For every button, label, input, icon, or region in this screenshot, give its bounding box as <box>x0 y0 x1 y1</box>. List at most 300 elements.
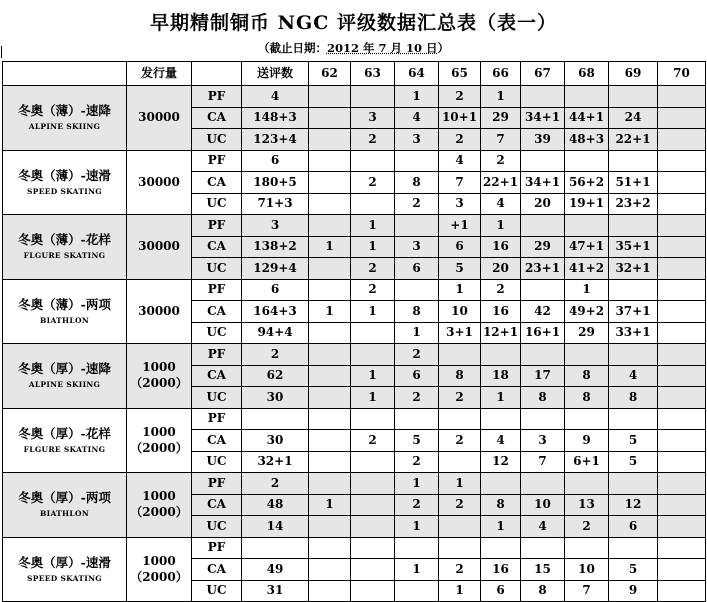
grade-count-cell <box>658 365 706 387</box>
grade-count-cell: 1 <box>395 473 439 495</box>
grade-count-cell: 2 <box>395 193 439 215</box>
grade-count-cell: 6 <box>481 580 521 602</box>
corner-mark <box>1 46 2 58</box>
grade-count-cell <box>309 107 351 129</box>
submitted-count-cell: 180+5 <box>242 172 309 194</box>
grade-count-cell <box>565 86 609 108</box>
grade-count-cell <box>609 408 658 430</box>
grade-label: CA <box>192 236 242 258</box>
grade-count-cell: 47+1 <box>565 236 609 258</box>
grade-count-cell <box>351 580 395 602</box>
grade-count-cell: 13 <box>565 494 609 516</box>
mintage-value: 30000 <box>138 239 180 254</box>
header-cell <box>3 62 127 86</box>
grade-count-cell: 3 <box>439 193 481 215</box>
grade-count-cell: 2 <box>565 516 609 538</box>
grade-count-cell: 8 <box>609 387 658 409</box>
grade-count-cell: 5 <box>609 430 658 452</box>
grade-count-cell <box>658 451 706 473</box>
grade-label: CA <box>192 172 242 194</box>
coin-name-zh: 冬奥（厚）-速滑 <box>18 554 111 570</box>
grade-count-cell: 6 <box>395 258 439 280</box>
grade-count-cell: 3+1 <box>439 322 481 344</box>
grade-count-cell: 20 <box>521 193 565 215</box>
grade-count-cell: 32+1 <box>609 258 658 280</box>
grade-count-cell: 35+1 <box>609 236 658 258</box>
grade-count-cell: 6 <box>609 516 658 538</box>
table-row <box>3 279 706 301</box>
grade-count-cell <box>565 537 609 559</box>
grade-count-cell: 1 <box>309 301 351 323</box>
coin-name-en: ALPINE SKIING <box>28 380 101 389</box>
grade-count-cell: 29 <box>481 107 521 129</box>
coin-name-en: FLGURE SKATING <box>23 251 106 260</box>
grade-count-cell <box>351 451 395 473</box>
submitted-count-cell <box>242 537 309 559</box>
grade-count-cell: 6 <box>439 236 481 258</box>
coin-name-cell <box>3 537 127 602</box>
grade-count-cell: 2 <box>351 129 395 151</box>
grade-count-cell: 2 <box>395 344 439 366</box>
grade-count-cell: 23+1 <box>521 258 565 280</box>
header-cell: 送评数 <box>242 62 309 86</box>
grade-count-cell: 34+1 <box>521 107 565 129</box>
grade-count-cell: 8 <box>439 365 481 387</box>
grade-count-cell <box>521 215 565 237</box>
cutoff-date-suffix: ） <box>437 41 450 55</box>
coin-name-zh: 冬奥（薄）-速滑 <box>18 167 111 183</box>
mintage-cell <box>127 473 192 538</box>
table-row <box>3 86 706 108</box>
grade-count-cell <box>481 344 521 366</box>
grade-count-cell <box>658 516 706 538</box>
grading-table <box>2 61 706 602</box>
grade-count-cell <box>658 279 706 301</box>
coin-name-en: FLGURE SKATING <box>23 444 106 454</box>
grade-count-cell: +1 <box>439 215 481 237</box>
coin-name-zh: 冬奥（薄）-两项 <box>18 296 111 312</box>
grade-count-cell: 10 <box>565 559 609 581</box>
grade-count-cell: 1 <box>395 516 439 538</box>
grade-count-cell <box>309 537 351 559</box>
submitted-count-cell: 30 <box>242 387 309 409</box>
header-cell <box>192 62 242 86</box>
grade-count-cell <box>351 494 395 516</box>
grade-label: PF <box>192 537 242 559</box>
header-cell: 69 <box>609 62 658 86</box>
header-cell: 发行量 <box>127 62 192 86</box>
table-row <box>3 537 706 559</box>
grade-count-cell <box>351 408 395 430</box>
grade-count-cell: 16 <box>481 236 521 258</box>
grade-count-cell <box>309 129 351 151</box>
cutoff-date-line <box>0 40 707 56</box>
grade-count-cell <box>609 86 658 108</box>
coin-name-cell <box>3 86 127 151</box>
grade-count-cell <box>565 150 609 172</box>
submitted-count-cell: 138+2 <box>242 236 309 258</box>
grade-count-cell: 2 <box>481 150 521 172</box>
grade-count-cell <box>658 150 706 172</box>
grade-count-cell: 10+1 <box>439 107 481 129</box>
grade-count-cell: 12+1 <box>481 322 521 344</box>
mintage-value: 1000 <box>142 424 176 439</box>
grade-count-cell: 7 <box>521 451 565 473</box>
grade-count-cell: 2 <box>351 172 395 194</box>
submitted-count-cell: 148+3 <box>242 107 309 129</box>
mintage-cell <box>127 215 192 280</box>
grade-count-cell: 37+1 <box>609 301 658 323</box>
grade-count-cell <box>309 172 351 194</box>
grade-label: CA <box>192 107 242 129</box>
grade-count-cell <box>521 537 565 559</box>
cutoff-date: 2012 年 7 月 10 日 <box>326 41 438 55</box>
grade-count-cell: 1 <box>351 387 395 409</box>
coin-name-cell <box>3 215 127 280</box>
grade-count-cell <box>658 129 706 151</box>
coin-name-cell <box>3 473 127 538</box>
submitted-count-cell: 30 <box>242 430 309 452</box>
grade-count-cell <box>439 408 481 430</box>
grade-count-cell <box>439 537 481 559</box>
submitted-count-cell: 2 <box>242 344 309 366</box>
grade-label: CA <box>192 559 242 581</box>
grade-count-cell <box>658 537 706 559</box>
submitted-count-cell: 14 <box>242 516 309 538</box>
grade-count-cell: 34+1 <box>521 172 565 194</box>
submitted-count-cell: 2 <box>242 473 309 495</box>
grade-count-cell <box>521 473 565 495</box>
coin-name-zh: 冬奥（厚）-两项 <box>18 490 111 506</box>
grade-count-cell: 23+2 <box>609 193 658 215</box>
coin-name-en: ALPINE SKIING <box>28 122 101 131</box>
mintage-value: 30000 <box>138 303 180 318</box>
grade-count-cell: 41+2 <box>565 258 609 280</box>
mintage-sub-value: （2000） <box>130 440 188 455</box>
grade-count-cell: 1 <box>481 387 521 409</box>
submitted-count-cell: 94+4 <box>242 322 309 344</box>
grade-count-cell: 2 <box>395 451 439 473</box>
grade-count-cell: 2 <box>395 494 439 516</box>
header-cell: 66 <box>481 62 521 86</box>
mintage-value: 30000 <box>138 110 180 125</box>
grade-count-cell <box>658 408 706 430</box>
grade-count-cell <box>658 559 706 581</box>
submitted-count-cell: 129+4 <box>242 258 309 280</box>
grade-count-cell <box>395 215 439 237</box>
grade-count-cell: 10 <box>439 301 481 323</box>
grade-label: UC <box>192 451 242 473</box>
mintage-cell <box>127 408 192 473</box>
grade-count-cell: 1 <box>395 86 439 108</box>
grade-label: UC <box>192 322 242 344</box>
grade-count-cell <box>609 150 658 172</box>
grade-count-cell <box>658 258 706 280</box>
grade-count-cell: 33+1 <box>609 322 658 344</box>
mintage-sub-value: （2000） <box>130 505 188 520</box>
grade-count-cell: 3 <box>395 236 439 258</box>
grade-count-cell <box>309 451 351 473</box>
grade-count-cell <box>351 193 395 215</box>
grade-count-cell <box>309 408 351 430</box>
grade-count-cell <box>309 365 351 387</box>
submitted-count-cell: 49 <box>242 559 309 581</box>
grade-count-cell: 17 <box>521 365 565 387</box>
grade-label: UC <box>192 387 242 409</box>
grade-count-cell: 1 <box>481 86 521 108</box>
grade-count-cell: 1 <box>439 473 481 495</box>
grade-count-cell: 5 <box>439 258 481 280</box>
grade-count-cell: 29 <box>521 236 565 258</box>
grade-count-cell: 7 <box>565 580 609 602</box>
grade-label: UC <box>192 129 242 151</box>
grade-count-cell: 4 <box>609 365 658 387</box>
grade-count-cell: 2 <box>351 430 395 452</box>
submitted-count-cell: 4 <box>242 86 309 108</box>
grade-count-cell <box>309 193 351 215</box>
grade-count-cell: 1 <box>481 215 521 237</box>
grade-count-cell: 48+3 <box>565 129 609 151</box>
header-row <box>3 62 706 86</box>
grade-count-cell <box>351 537 395 559</box>
grade-count-cell: 7 <box>481 129 521 151</box>
grade-count-cell: 1 <box>439 279 481 301</box>
grade-count-cell: 15 <box>521 559 565 581</box>
grade-count-cell: 4 <box>439 150 481 172</box>
grade-count-cell: 18 <box>481 365 521 387</box>
grade-count-cell: 5 <box>609 559 658 581</box>
coin-name-cell <box>3 150 127 215</box>
grade-count-cell <box>481 408 521 430</box>
grade-count-cell <box>351 559 395 581</box>
grade-count-cell <box>395 537 439 559</box>
grade-count-cell <box>658 301 706 323</box>
coin-name-en: SPEED SKATING <box>27 573 102 583</box>
grade-count-cell: 2 <box>439 494 481 516</box>
grade-count-cell: 16+1 <box>521 322 565 344</box>
header-cell: 62 <box>309 62 351 86</box>
grade-label: PF <box>192 150 242 172</box>
grade-count-cell: 5 <box>609 451 658 473</box>
mintage-cell <box>127 150 192 215</box>
grade-count-cell: 20 <box>481 258 521 280</box>
grade-count-cell: 1 <box>481 516 521 538</box>
grade-count-cell <box>565 215 609 237</box>
grade-count-cell: 9 <box>565 430 609 452</box>
grade-count-cell <box>658 236 706 258</box>
grade-count-cell <box>351 473 395 495</box>
grade-count-cell: 6 <box>395 365 439 387</box>
header-cell: 67 <box>521 62 565 86</box>
grade-count-cell <box>481 473 521 495</box>
grade-count-cell <box>309 258 351 280</box>
grade-label: PF <box>192 215 242 237</box>
grade-count-cell: 8 <box>395 301 439 323</box>
grade-count-cell <box>309 580 351 602</box>
grade-count-cell <box>351 516 395 538</box>
grade-count-cell <box>658 193 706 215</box>
table-row <box>3 215 706 237</box>
grade-label: CA <box>192 365 242 387</box>
mintage-sub-value: （2000） <box>130 376 188 391</box>
grade-count-cell: 1 <box>309 236 351 258</box>
grade-label: UC <box>192 516 242 538</box>
grade-count-cell <box>521 86 565 108</box>
submitted-count-cell: 32+1 <box>242 451 309 473</box>
grade-count-cell: 2 <box>481 279 521 301</box>
grade-count-cell: 44+1 <box>565 107 609 129</box>
submitted-count-cell: 6 <box>242 279 309 301</box>
mintage-value: 30000 <box>138 174 180 189</box>
grade-count-cell: 1 <box>351 301 395 323</box>
header-cell: 65 <box>439 62 481 86</box>
grade-count-cell: 3 <box>395 129 439 151</box>
grade-count-cell: 19+1 <box>565 193 609 215</box>
submitted-count-cell: 71+3 <box>242 193 309 215</box>
grade-count-cell <box>481 537 521 559</box>
header-cell: 63 <box>351 62 395 86</box>
coin-name-cell <box>3 408 127 473</box>
grade-label: PF <box>192 408 242 430</box>
grade-count-cell: 1 <box>565 279 609 301</box>
grade-count-cell <box>395 408 439 430</box>
grade-count-cell: 7 <box>439 172 481 194</box>
table-row <box>3 344 706 366</box>
grade-count-cell <box>658 215 706 237</box>
coin-name-en: BIATHLON <box>40 509 89 518</box>
grade-count-cell <box>658 344 706 366</box>
grade-count-cell <box>658 387 706 409</box>
grade-label: UC <box>192 258 242 280</box>
grade-count-cell <box>395 279 439 301</box>
grade-count-cell <box>309 387 351 409</box>
header-cell: 64 <box>395 62 439 86</box>
grade-count-cell: 3 <box>521 430 565 452</box>
table-row <box>3 473 706 495</box>
cutoff-date-prefix: （截止日期： <box>257 41 327 55</box>
coin-name-zh: 冬奥（厚）-速降 <box>18 361 111 377</box>
grade-count-cell <box>565 408 609 430</box>
grade-count-cell: 1 <box>309 494 351 516</box>
grade-count-cell <box>309 279 351 301</box>
submitted-count-cell: 3 <box>242 215 309 237</box>
grade-count-cell: 4 <box>521 516 565 538</box>
grade-count-cell <box>395 580 439 602</box>
grade-count-cell: 2 <box>439 430 481 452</box>
coin-name-zh: 冬奥（厚）-花样 <box>18 425 111 441</box>
grade-count-cell <box>521 279 565 301</box>
grade-count-cell: 8 <box>565 387 609 409</box>
grade-count-cell: 6+1 <box>565 451 609 473</box>
submitted-count-cell <box>242 408 309 430</box>
table-row <box>3 408 706 430</box>
grade-count-cell <box>658 580 706 602</box>
grade-count-cell <box>658 430 706 452</box>
grade-count-cell <box>658 86 706 108</box>
grade-count-cell <box>658 494 706 516</box>
grade-label: PF <box>192 344 242 366</box>
grade-count-cell <box>309 559 351 581</box>
grade-count-cell <box>521 344 565 366</box>
grade-count-cell: 9 <box>609 580 658 602</box>
grade-count-cell: 29 <box>565 322 609 344</box>
grade-count-cell: 10 <box>521 494 565 516</box>
mintage-cell <box>127 279 192 344</box>
grade-count-cell <box>609 473 658 495</box>
grade-count-cell: 4 <box>481 430 521 452</box>
grade-count-cell <box>309 86 351 108</box>
grade-count-cell <box>658 172 706 194</box>
grade-count-cell: 56+2 <box>565 172 609 194</box>
mintage-value: 1000 <box>142 553 176 568</box>
grade-count-cell <box>351 322 395 344</box>
mintage-cell <box>127 344 192 409</box>
submitted-count-cell: 123+4 <box>242 129 309 151</box>
grade-count-cell: 2 <box>351 258 395 280</box>
grade-count-cell: 1 <box>351 215 395 237</box>
grade-count-cell <box>309 322 351 344</box>
grade-count-cell: 2 <box>395 387 439 409</box>
grade-count-cell <box>658 473 706 495</box>
grade-count-cell: 8 <box>521 387 565 409</box>
grade-count-cell: 22+1 <box>481 172 521 194</box>
grade-label: PF <box>192 473 242 495</box>
grade-count-cell: 2 <box>351 279 395 301</box>
table-row <box>3 150 706 172</box>
grade-count-cell: 22+1 <box>609 129 658 151</box>
submitted-count-cell: 6 <box>242 150 309 172</box>
coin-name-cell <box>3 279 127 344</box>
grade-count-cell: 2 <box>439 129 481 151</box>
grade-count-cell: 8 <box>481 494 521 516</box>
grade-count-cell <box>658 322 706 344</box>
grade-count-cell: 2 <box>439 559 481 581</box>
grade-count-cell: 4 <box>481 193 521 215</box>
submitted-count-cell: 31 <box>242 580 309 602</box>
submitted-count-cell: 164+3 <box>242 301 309 323</box>
grade-count-cell <box>351 150 395 172</box>
mintage-value: 1000 <box>142 360 176 375</box>
coin-name-zh: 冬奥（薄）-花样 <box>18 232 111 248</box>
grade-count-cell: 2 <box>439 387 481 409</box>
grade-count-cell <box>309 516 351 538</box>
grade-count-cell: 16 <box>481 559 521 581</box>
grade-label: UC <box>192 580 242 602</box>
grade-count-cell <box>439 516 481 538</box>
grade-count-cell <box>351 344 395 366</box>
grade-count-cell: 8 <box>521 580 565 602</box>
grade-count-cell: 39 <box>521 129 565 151</box>
grade-count-cell <box>439 451 481 473</box>
grade-label: PF <box>192 86 242 108</box>
grade-count-cell <box>309 430 351 452</box>
mintage-cell <box>127 86 192 151</box>
grade-label: PF <box>192 279 242 301</box>
grade-count-cell <box>309 215 351 237</box>
grade-label: UC <box>192 193 242 215</box>
grade-count-cell: 12 <box>609 494 658 516</box>
grade-count-cell <box>609 279 658 301</box>
coin-name-cell <box>3 344 127 409</box>
submitted-count-cell: 48 <box>242 494 309 516</box>
grade-count-cell <box>565 344 609 366</box>
grade-count-cell: 49+2 <box>565 301 609 323</box>
grade-count-cell: 1 <box>439 580 481 602</box>
coin-name-en: SPEED SKATING <box>27 186 102 196</box>
grade-count-cell <box>309 473 351 495</box>
grade-count-cell: 16 <box>481 301 521 323</box>
mintage-sub-value: （2000） <box>130 569 188 584</box>
